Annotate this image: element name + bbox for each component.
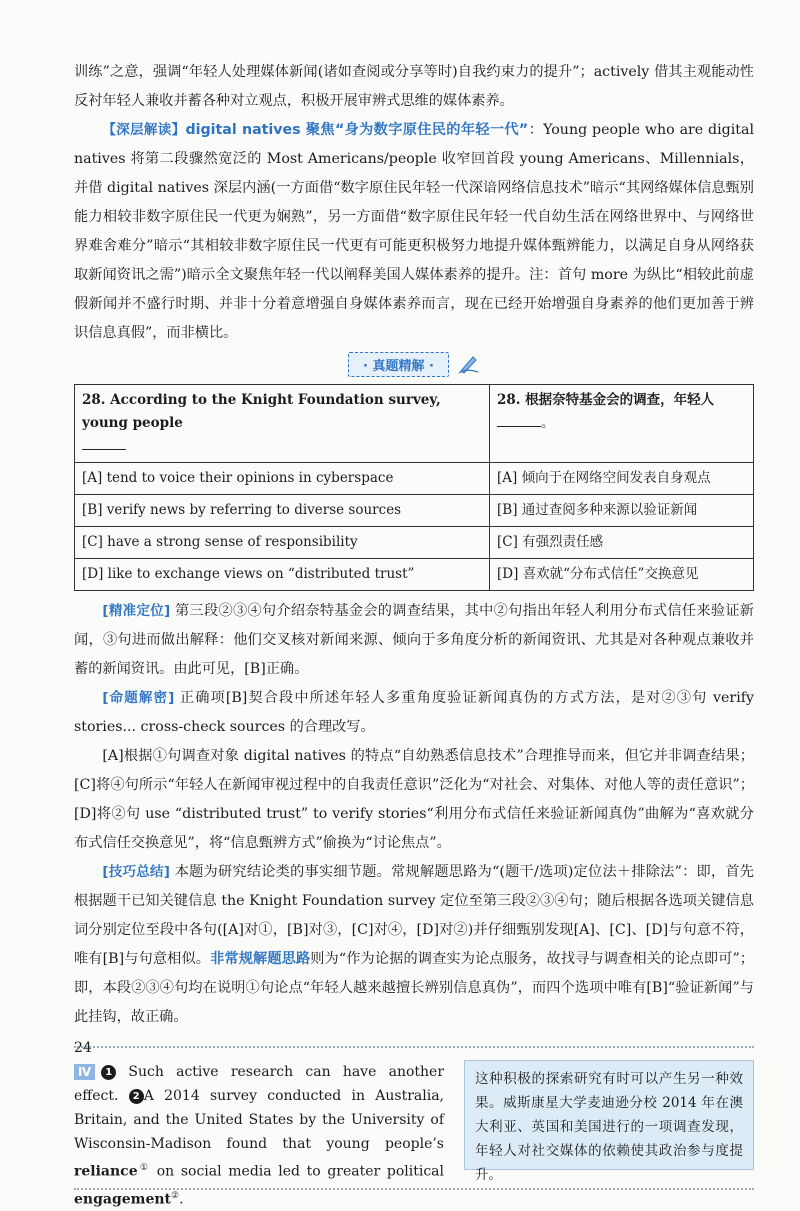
option-d-en: [D] like to exchange views on “distributed trust” — [75, 559, 490, 591]
answer-blank-cn — [497, 412, 541, 427]
pen-icon — [458, 354, 480, 378]
precise-paragraph — [74, 597, 754, 684]
option-row — [75, 463, 754, 495]
paragraph-iv — [74, 1060, 754, 1208]
deep-reading-tag: 【深层解读】 — [102, 122, 186, 138]
deep-reading-body: ：Young people who are digital natives 将第二段骤然宽泛的 Most Americans/people 收窄回首段 young Americans、Millennials，并借 digital natives 深层内涵(一方面借“数字原住民年轻一代深谙网络信息技术”暗示“其网络媒体信息甄别能力相较非数字原住民一代更为娴熟”，另一方面借“数字原住民年轻一代自幼生活在网络世界中、与网络世界难舍难分”暗示“其相较非数字原住民一代更有可能更积极努力地提升媒体甄辨能力，以满足自身从网络获取新闻资讯之需”)暗示全文聚焦年轻一代以阐释美国人媒体素养的提升。注：首句 more 为纵比“相较此前虚假新闻并不盛行时期、并非十分着意增强自身媒体素养而言，现在已经开始增强自身素养的他们更加善于辨识信息真假”，而非横比。 — [74, 122, 754, 341]
option-b-cn: [B] 通过查阅多种来源以验证新闻 — [490, 495, 754, 527]
section-title — [74, 352, 754, 380]
summary-body-a: 本题为研究结论类的事实细节题。常规解题思路为“(题干/选项)定位法＋排除法”：即，首先根据题干已知关键信息 the Knight Foundation survey 定位至第三段②③④句；随后根据各选项关键信息词分别定位至段中各句([A]对①，[B]对③，[C]对④，[D]对②)并仔细甄别发现[A]、[C]、[D]与句意不符，唯有[B]与句意相似。 — [74, 864, 754, 967]
section-title-box: · 真题精解 · — [348, 352, 449, 377]
summary-highlight: 非常规解题思路 — [210, 951, 311, 967]
question-stem-en: 28. According to the Knight Foundation survey, young people — [75, 385, 490, 463]
decode-paragraph — [74, 684, 754, 742]
summary-body-b: 则为“作为论据的调查实为论点服务，故找寻与调查相关的论点即可”；即，本段②③④句均在说明①句论点“年轻人越来越擅长辨别信息真伪”，而四个选项中唯有[B]“验证新闻”与此挂钩，故正确。 — [74, 951, 754, 1025]
section-title-label: 真题精解 — [372, 359, 425, 374]
sentence-number-1: 1 — [101, 1065, 116, 1080]
deep-reading-highlight: digital natives 聚焦“身为数字原住民的年轻一代” — [185, 122, 529, 138]
intro-paragraph: 训练”之意，强调“年轻人处理媒体新闻(诸如查阅或分享等时)自我约束力的提升”；actively 借其主观能动性反衬年轻人兼收并蓄各种对立观点，积极开展审辨式思维的媒体素养。 — [74, 64, 754, 109]
precise-body: 第三段②③④句介绍奈特基金会的调查结果，其中②句指出年轻人利用分布式信任来验证新闻，③句进而做出解释：他们交叉核对新闻来源、倾向于多角度分析的新闻资讯、尤其是对各种观点兼收并蓄的新闻资讯。由此可见，[B]正确。 — [74, 603, 754, 677]
page-content — [74, 58, 754, 1208]
option-b-en: [B] verify news by referring to diverse sources — [75, 495, 490, 527]
question-table — [74, 384, 754, 591]
divider-top — [74, 1046, 754, 1048]
option-c-en: [C] have a strong sense of responsibility — [75, 527, 490, 559]
option-c-cn: [C] 有强烈责任感 — [490, 527, 754, 559]
option-row — [75, 559, 754, 591]
page-number: 24 — [74, 1040, 92, 1056]
paragraph-iv-translation: 这种积极的探索研究有时可以产生另一种效果。威斯康星大学麦迪逊分校 2014 年在澳大利亚、英国和美国进行的一项调查发现，年轻人对社交媒体的依赖使其政治参与度提升。 — [464, 1060, 754, 1170]
question-stem-cn: 28. 根据奈特基金会的调查，年轻人 。 — [490, 385, 754, 463]
summary-paragraph — [74, 858, 754, 1032]
answer-blank — [82, 435, 126, 450]
option-row — [75, 527, 754, 559]
precise-tag: [精准定位] — [102, 603, 171, 619]
decode-paragraph-2: [A]根据①句调查对象 digital natives 的特点“自幼熟悉信息技术”合理推导而来，但它并非调查结果；[C]将④句所示“年轻人在新闻审视过程中的自我责任意识”泛化为“对社会、对集体、对他人等的责任意识”；[D]将②句 use “distributed trust” to verify stories“利用分布式信任来验证新闻真伪”曲解为“喜欢就分布式信任交换意见”，将“信息甄辨方式”偷换为“讨论焦点”。 — [74, 748, 754, 851]
vocab-reliance: reliance — [74, 1163, 138, 1180]
option-d-cn: [D] 喜欢就“分布式信任”交换意见 — [490, 559, 754, 591]
decode-body: 正确项[B]契合段中所述年轻人多重角度验证新闻真伪的方式方法，是对②③句 verify stories... cross-check sources 的合理改写。 — [74, 690, 754, 735]
deep-reading-paragraph — [74, 116, 754, 348]
option-a-en: [A] tend to voice their opinions in cyberspace — [75, 463, 490, 495]
question-stem-row — [75, 385, 754, 463]
option-row — [75, 495, 754, 527]
sentence-number-2: 2 — [129, 1089, 144, 1104]
paragraph-iv-english: Ⅳ 1 Such active research can have another effect. 2 A 2014 survey conducted in Australia, Britain, and the United States by the University of Wisconsin-Madison found that young people’s reliance① on social media led to greater political engagement②. — [74, 1064, 445, 1208]
decode-tag: [命题解密] — [102, 690, 175, 706]
paragraph-number: Ⅳ — [74, 1064, 95, 1080]
vocab-engagement: engagement — [74, 1191, 172, 1208]
option-a-cn: [A] 倾向于在网络空间发表自身观点 — [490, 463, 754, 495]
summary-tag: [技巧总结] — [102, 864, 170, 880]
